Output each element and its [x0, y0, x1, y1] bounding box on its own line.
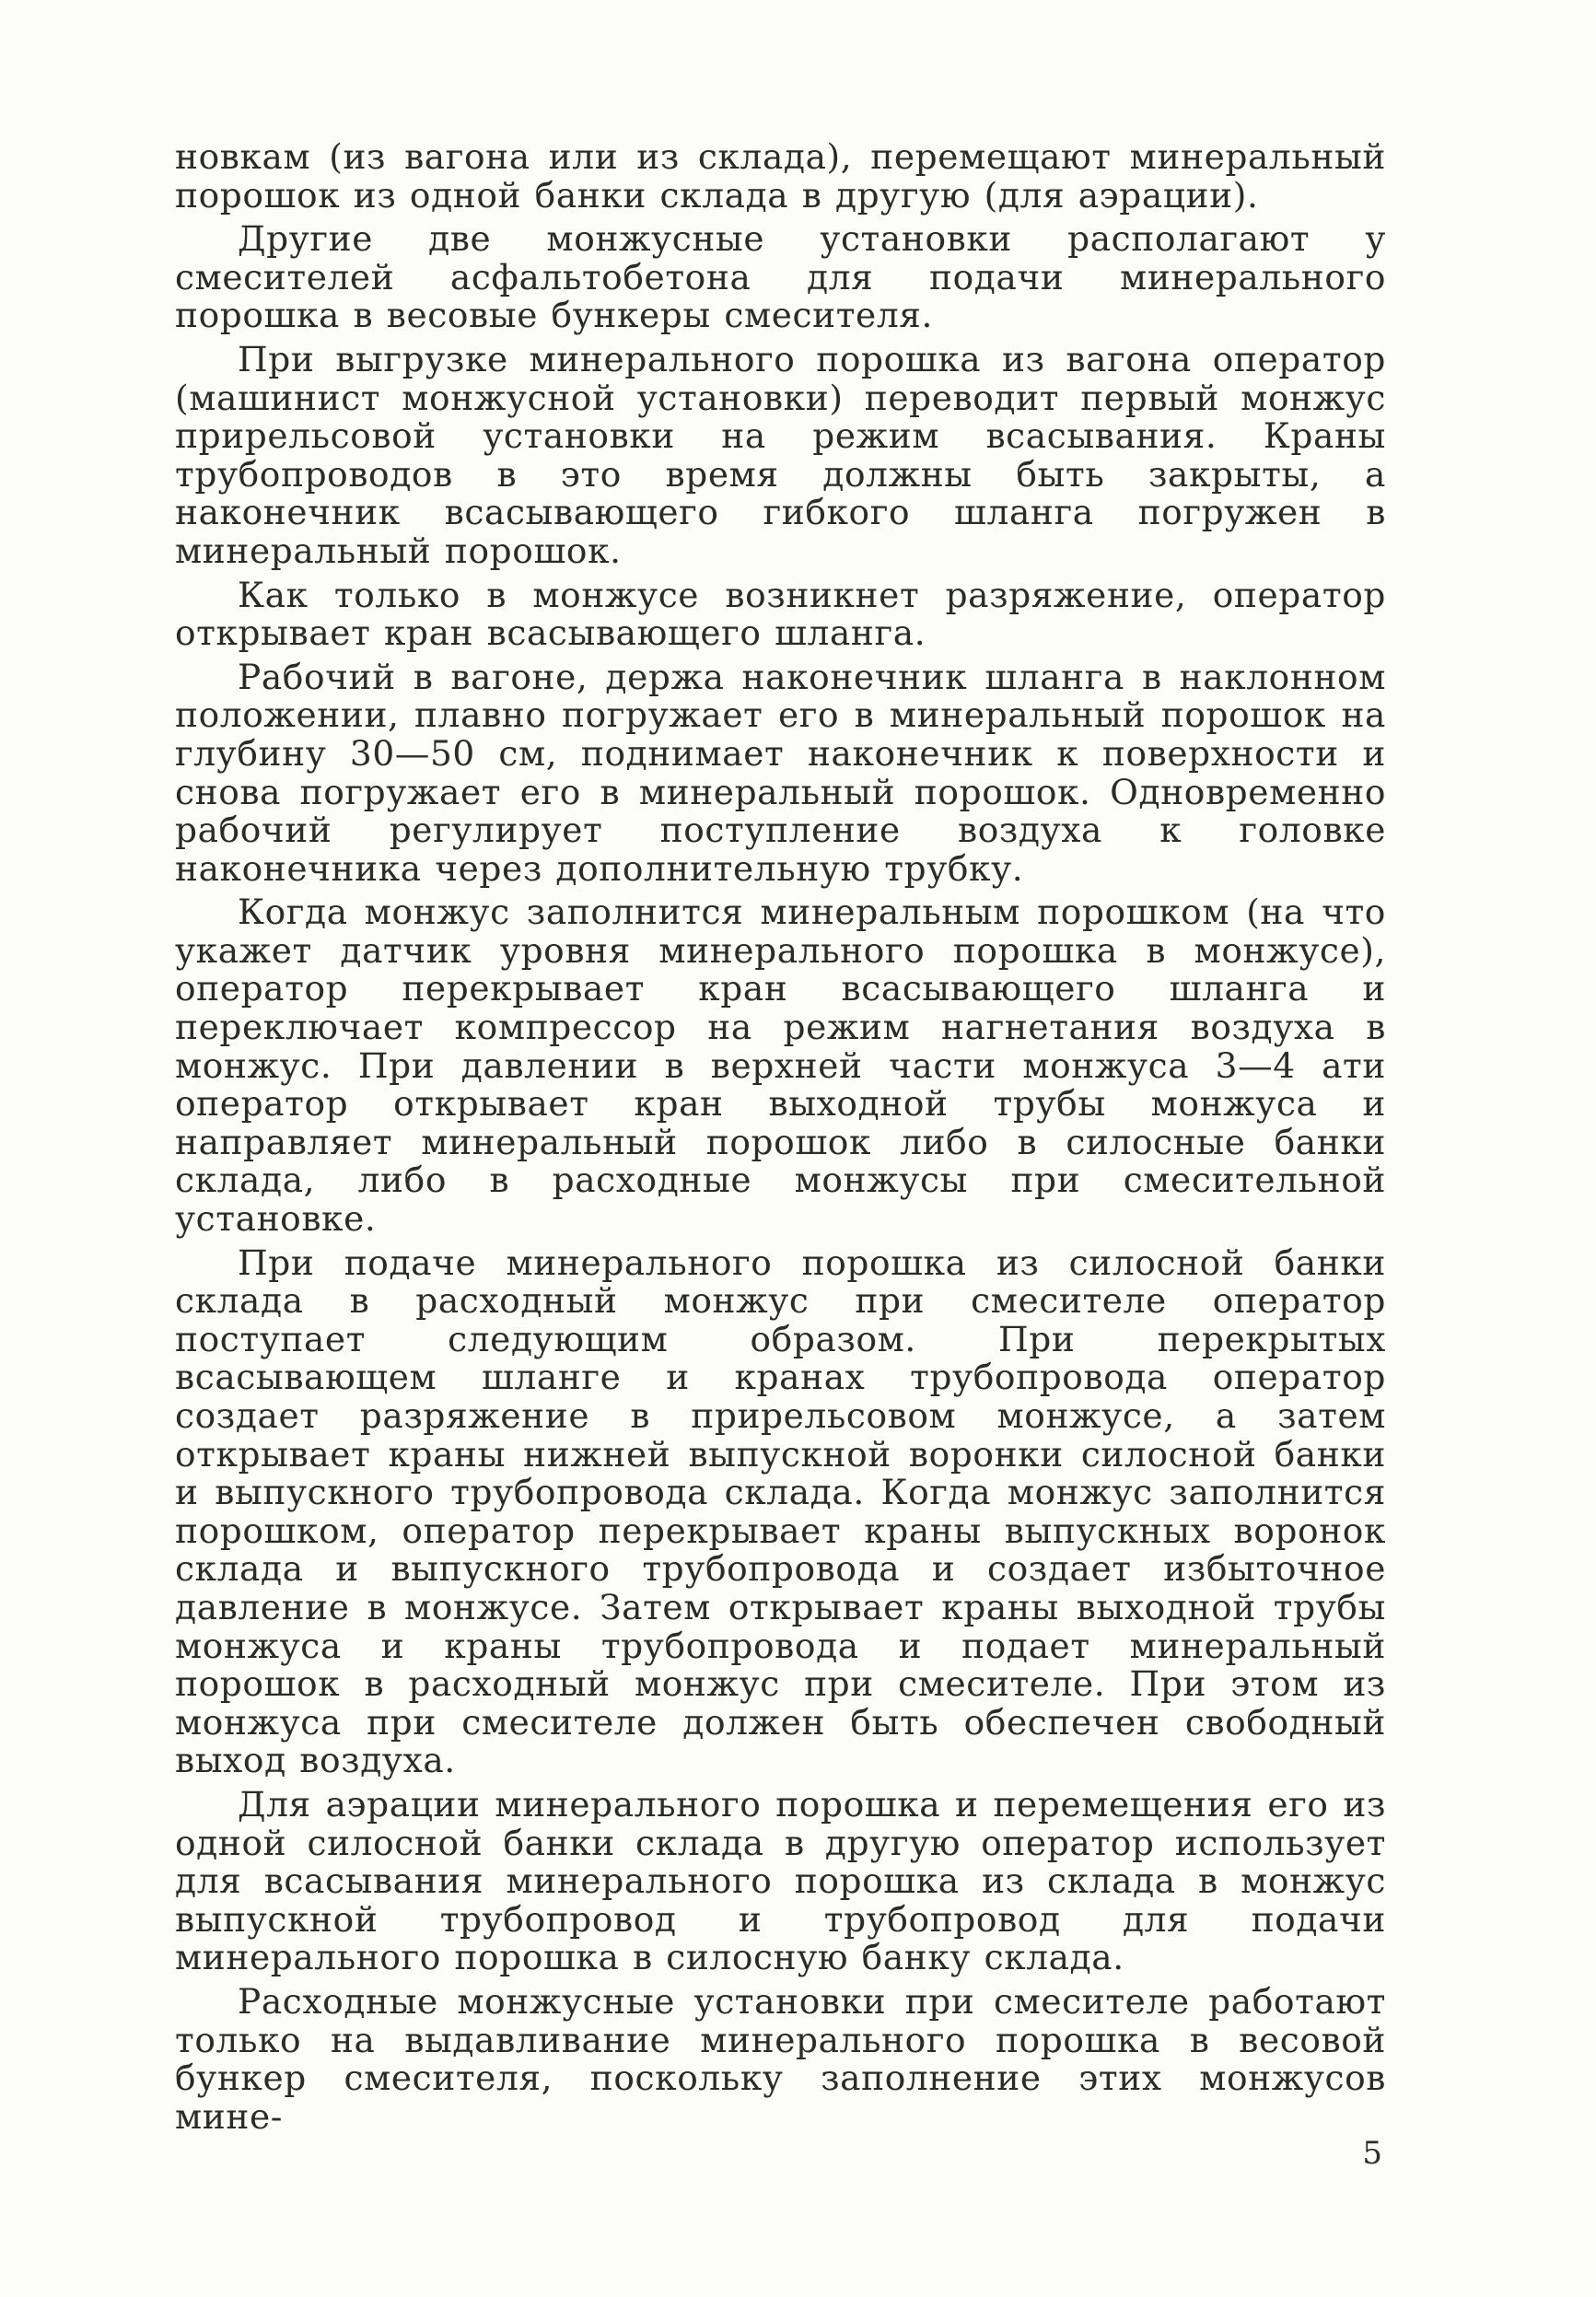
- paragraph-continuation: новкам (из вагона или из склада), перемещают минеральный порошок из одной банки склада в другую (для аэрации).: [175, 136, 1386, 216]
- paragraph: Когда монжус заполнится минеральным порошком (на что укажет датчик уровня минерального порошка в монжусе), оператор перекрывает кран всасывающего шланга и переключает компрессор на режим нагнетания воздуха в монжус. При давлении в верхней части монжуса 3—4 ати оператор открывает кран выходной трубы монжуса и направляет минеральный порошок либо в силосные банки склада, либо в расходные монжусы при смесительной установке.: [175, 892, 1386, 1240]
- paragraph: Для аэрации минерального порошка и перемещения его из одной силосной банки склада в другую оператор использует для всасывания минерального порошка из склада в монжус выпускной трубопровод и трубопровод для подачи минерального порошка в силосную банку склада.: [175, 1783, 1386, 1978]
- paragraph: Рабочий в вагоне, держа наконечник шланга в наклонном положении, плавно погружает его в минеральный порошок на глубину 30—50 см, поднимает наконечник к поверхности и снова погружает его в минеральный порошок. Одновременно рабочий регулирует поступление воздуха к головке наконечника через дополнительную трубку.: [175, 656, 1386, 889]
- body-text: [175, 138, 1386, 2141]
- paragraph: Расходные монжусные установки при смесителе работают только на выдавливание минерального порошка в весовой бункер смесителя, поскольку заполнение этих монжусов мине-: [175, 1980, 1386, 2137]
- paragraph: Другие две монжусные установки располагают у смесителей асфальтобетона для подачи минерального порошка в весовые бункеры смесителя.: [175, 218, 1386, 336]
- paragraph: Как только в монжусе возникнет разряжение, оператор открывает кран всасывающего шланга.: [175, 574, 1386, 654]
- paragraph: При выгрузке минерального порошка из вагона оператор (машинист монжусной установки) переводит первый монжус прирельсовой установки на режим всасывания. Краны трубопроводов в это время должны быть закрыты, а наконечник всасывающего гибкого шланга погружен в минеральный порошок.: [175, 338, 1386, 571]
- paragraph: При подаче минерального порошка из силосной банки склада в расходный монжус при смесителе оператор поступает следующим образом. При перекрытых всасывающем шланге и кранах трубопровода оператор создает разряжение в прирельсовом монжусе, а затем открывает краны нижней выпускной воронки силосной банки и выпускного трубопровода склада. Когда монжус заполнится порошком, оператор перекрывает краны выпускных воронок склада и выпускного трубопровода и создает избыточное давление в монжусе. Затем открывает краны выходной трубы монжуса и краны трубопровода и подает минеральный порошок в расходный монжус при смесителе. При этом из монжуса при смесителе должен быть обеспечен свободный выход воздуха.: [175, 1242, 1386, 1781]
- page-number: 5: [1362, 2135, 1382, 2172]
